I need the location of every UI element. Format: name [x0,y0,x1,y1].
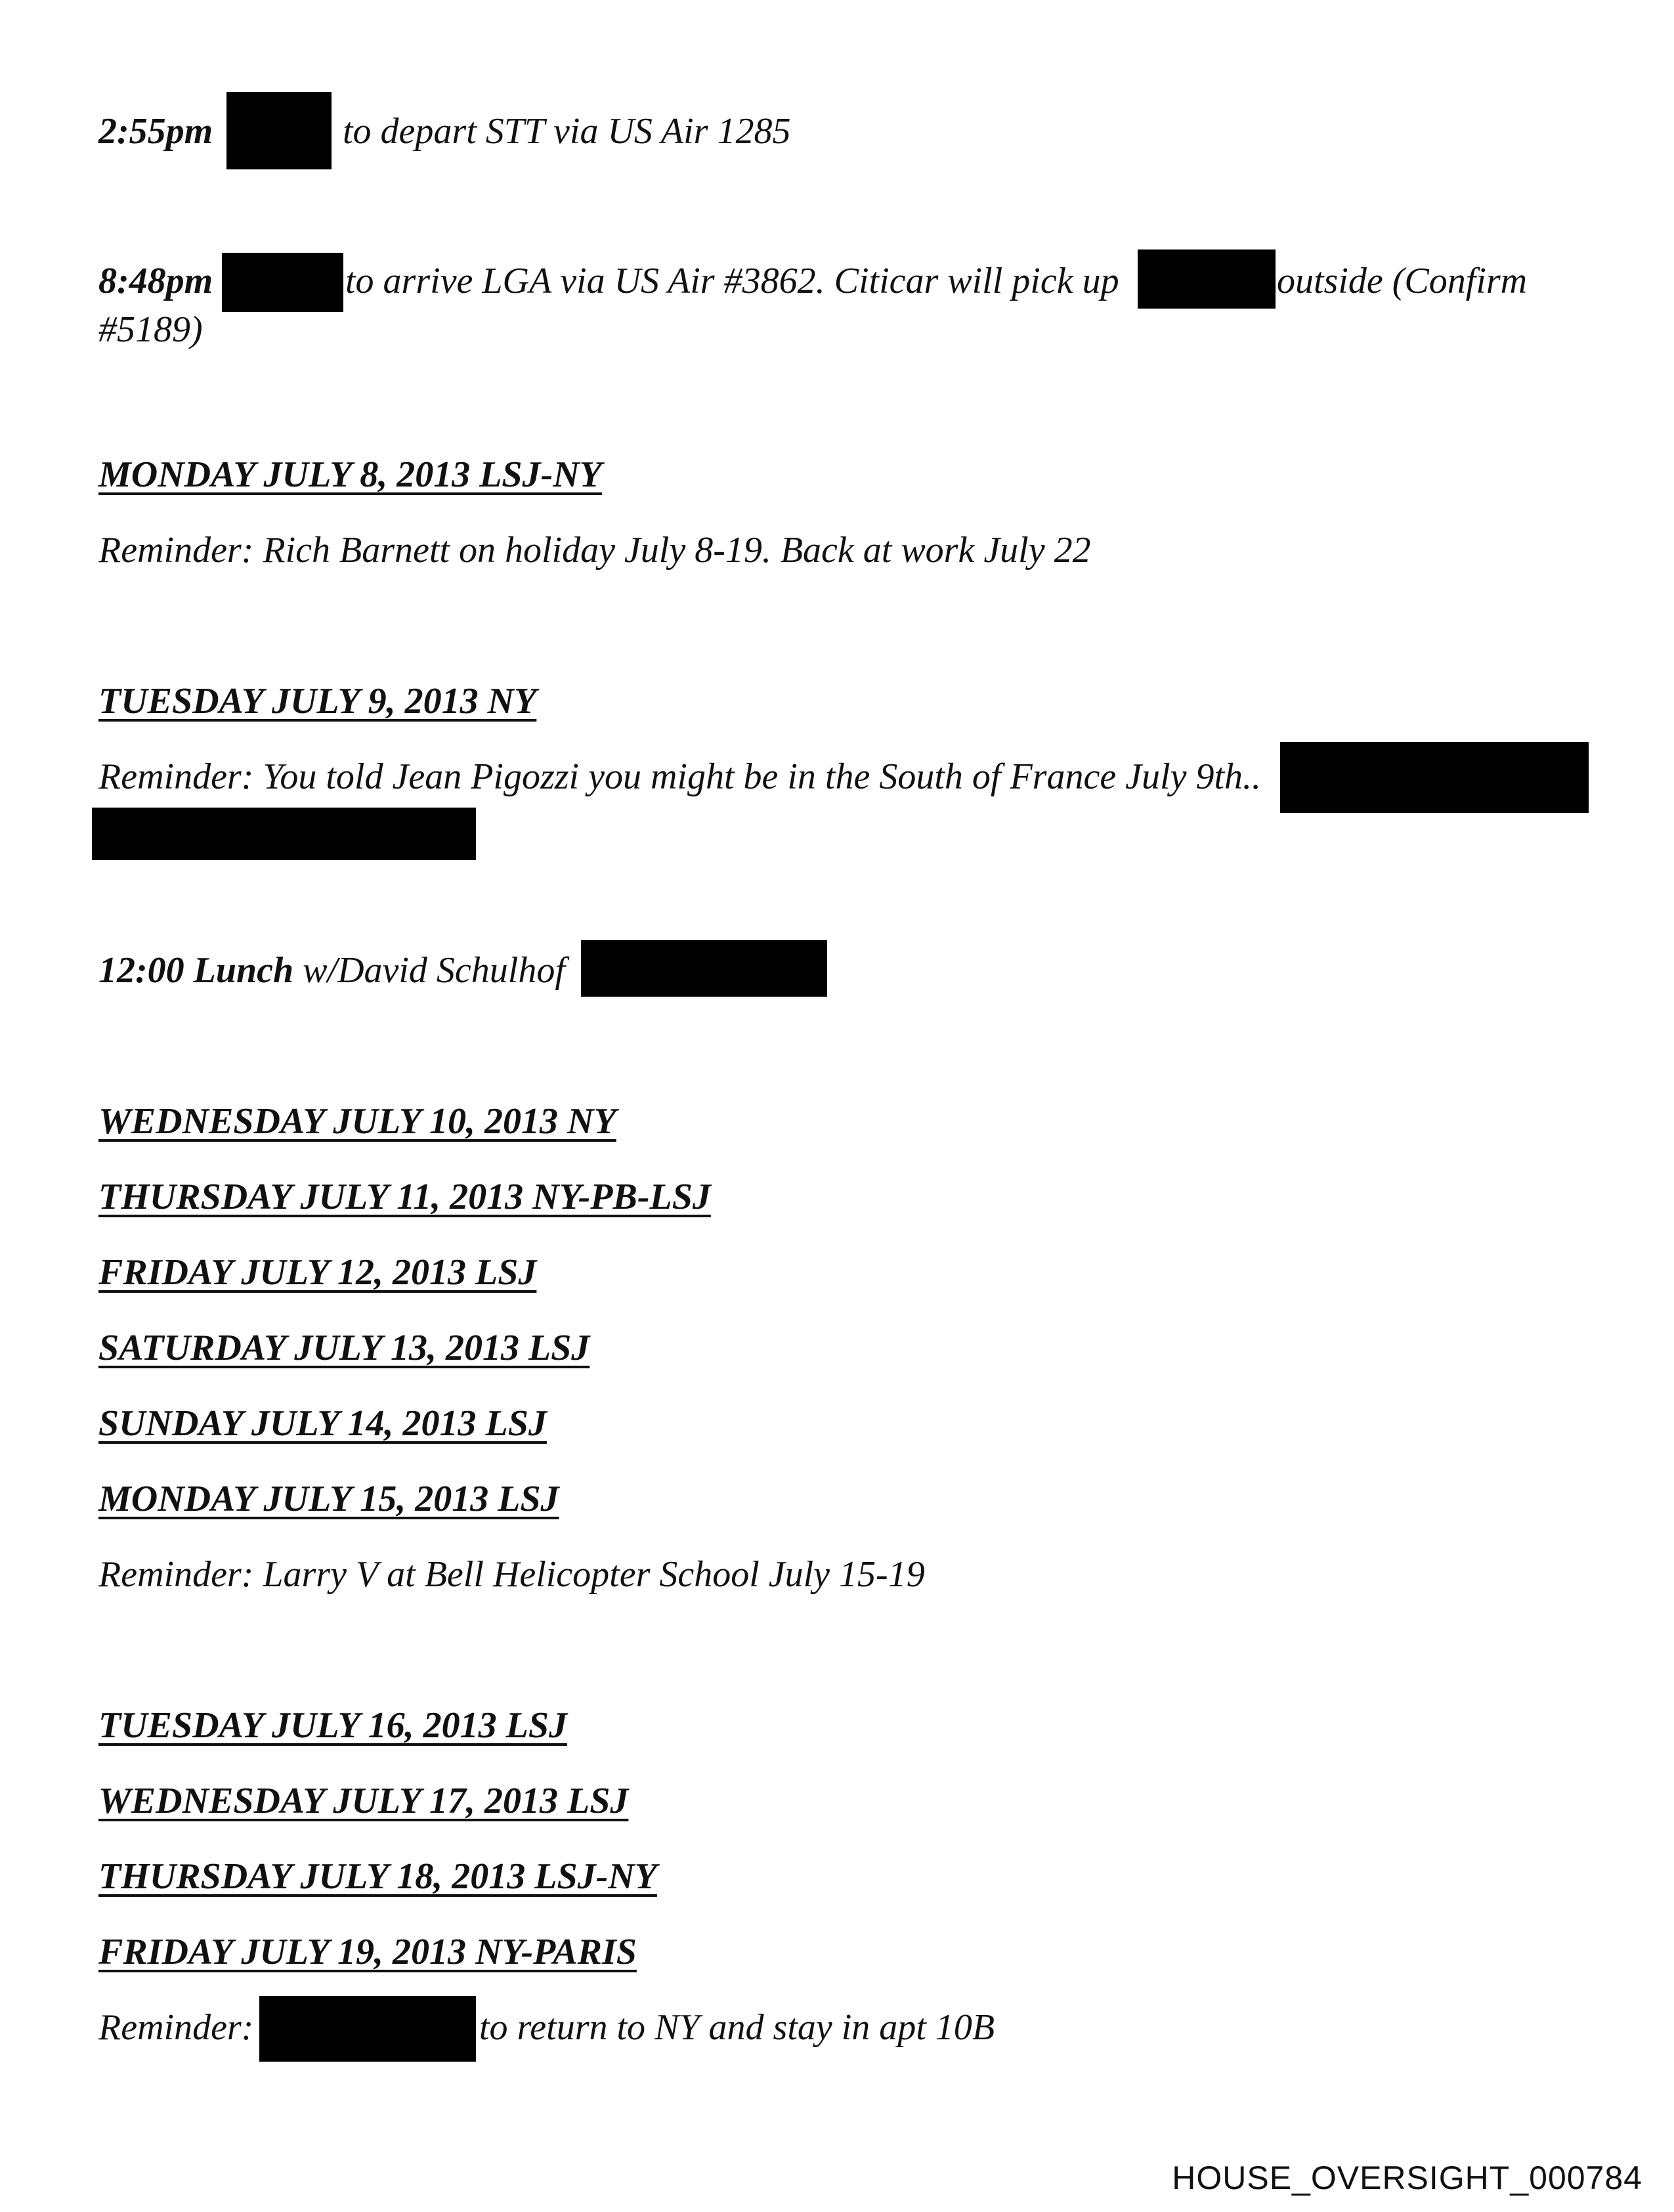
depart-text: to depart STT via US Air 1285 [343,111,791,152]
depart-entry [98,113,213,150]
bates-number: HOUSE_OVERSIGHT_000784 [1172,2159,1642,2196]
day-heading: TUESDAY JULY 9, 2013 NY [98,681,537,722]
day-heading: MONDAY JULY 8, 2013 LSJ-NY [98,454,602,495]
redaction-box [581,940,827,997]
reminder-text: Reminder: Larry V at Bell Helicopter School July 15-19 [98,1554,925,1595]
redaction-box [222,253,343,312]
day-heading: THURSDAY JULY 18, 2013 LSJ-NY [98,1856,657,1897]
depart-time: 2:55pm [98,111,213,152]
day-heading: SATURDAY JULY 13, 2013 LSJ [98,1328,590,1368]
reminder-text: Reminder: You told Jean Pigozzi you might be in the South of France July 9th.. [98,756,1261,797]
lunch-entry [98,952,565,989]
redaction-box [92,808,476,860]
day-heading: TUESDAY JULY 16, 2013 LSJ [98,1705,568,1746]
redaction-box [226,92,332,169]
arrive-confirm: #5189) [98,309,203,350]
day-heading: WEDNESDAY JULY 17, 2013 LSJ [98,1781,629,1821]
lunch-text: w/David Schulhof [303,950,565,991]
lunch-time: 12:00 Lunch [98,950,294,991]
reminder-text: Reminder: Rich Barnett on holiday July 8-19. Back at work July 22 [98,530,1091,571]
reminder-label: Reminder: [98,2007,254,2048]
reminder-text: to return to NY and stay in apt 10B [479,2007,995,2048]
day-heading: WEDNESDAY JULY 10, 2013 NY [98,1101,616,1142]
redaction-box [1138,249,1276,309]
day-heading: SUNDAY JULY 14, 2013 LSJ [98,1403,547,1444]
arrive-entry [98,263,213,299]
redaction-box [1280,742,1589,813]
arrive-text: to arrive LGA via US Air #3862. Citicar will pick up [345,261,1119,301]
arrive-text-2: outside (Confirm [1277,261,1528,301]
day-heading: FRIDAY JULY 12, 2013 LSJ [98,1252,537,1293]
day-heading: FRIDAY JULY 19, 2013 NY-PARIS [98,1932,637,1972]
arrive-time: 8:48pm [98,261,213,301]
day-heading: THURSDAY JULY 11, 2013 NY-PB-LSJ [98,1177,711,1217]
redaction-box [259,1996,476,2062]
day-heading: MONDAY JULY 15, 2013 LSJ [98,1479,559,1519]
